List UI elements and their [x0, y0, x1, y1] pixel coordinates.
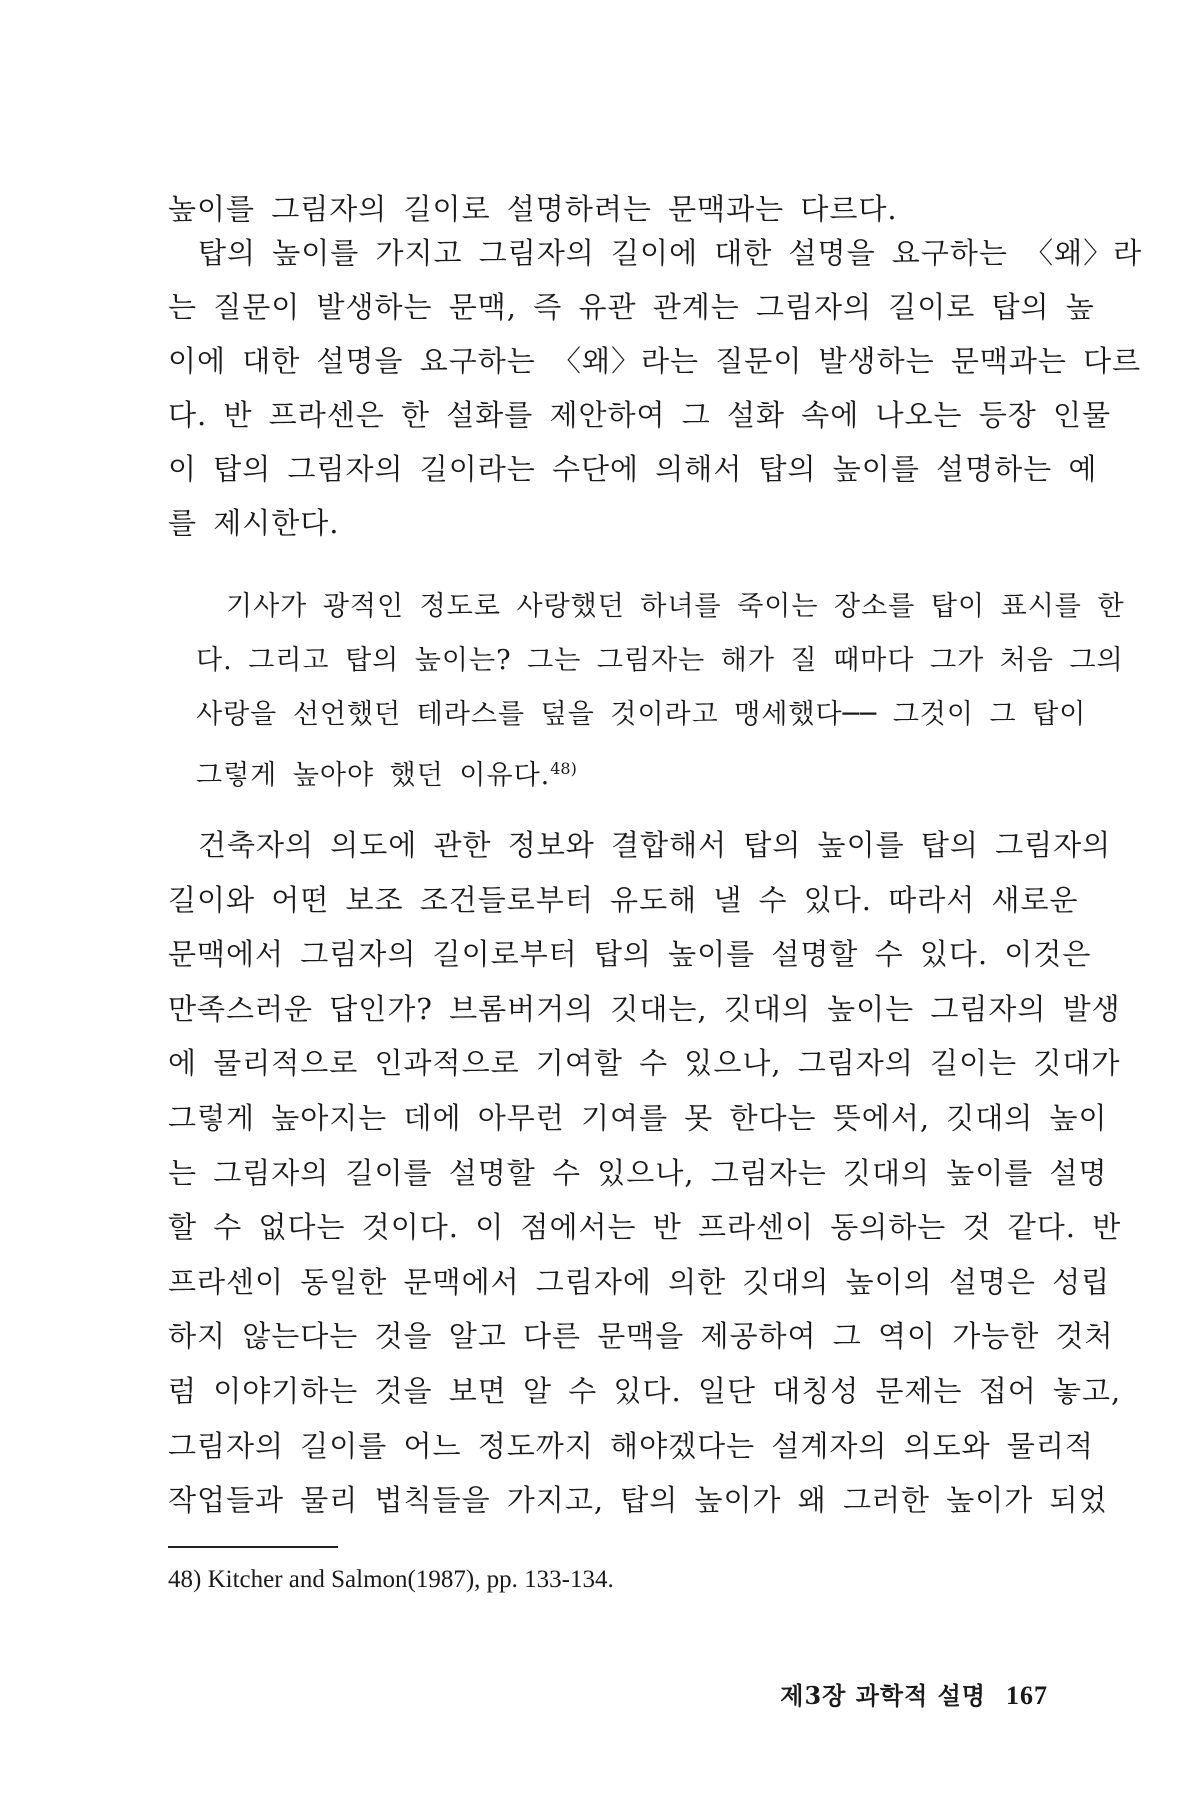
quote-line: 기사가 광적인 정도로 사랑했던 하녀를 죽이는 장소를 탑이 표시를 한 [226, 591, 1125, 622]
text-line: 이에 대한 설명을 요구하는 〈왜〉라는 질문이 발생하는 문맥과는 다르 [168, 344, 1142, 378]
quote-text: 그렇게 높아야 했던 이유다. [196, 760, 551, 791]
text-line: 프라센이 동일한 문맥에서 그림자에 의한 깃대의 높이의 설명은 성립 [168, 1264, 1111, 1299]
text-line: 길이와 어떤 보조 조건들로부터 유도해 낼 수 있다. 따라서 새로운 [168, 882, 1079, 917]
text-line: 그림자의 길이를 어느 정도까지 해야겠다는 설계자의 의도와 물리적 [168, 1428, 1094, 1463]
footnote-divider [168, 1546, 338, 1548]
text-line: 그렇게 높아지는 데에 아무런 기여를 못 한다는 뜻에서, 깃대의 높이 [168, 1100, 1108, 1135]
text-line: 만족스러운 답인가? 브롬버거의 깃대는, 깃대의 높이는 그림자의 발생 [168, 991, 1121, 1026]
text-line: 를 제시한다. [168, 506, 340, 540]
footnote-reference: 48) [550, 759, 577, 778]
text-line: 높이를 그림자의 길이로 설명하려는 문맥과는 다르다. [168, 192, 898, 226]
block-quote [196, 580, 1125, 803]
text-line: 는 그림자의 길이를 설명할 수 있으나, 그림자는 깃대의 높이를 설명 [168, 1155, 1108, 1190]
quote-line: 사랑을 선언했던 테라스를 덮을 것이라고 맹세했다── 그것이 그 탑이 [196, 699, 1087, 730]
quote-line-last [196, 742, 1048, 803]
text-line: 건축자의 의도에 관한 정보와 결합해서 탑의 높이를 탑의 그림자의 [198, 828, 1112, 862]
text-line: 탑의 높이를 가지고 그림자의 길이에 대한 설명을 요구하는 〈왜〉라 [198, 236, 1143, 270]
text-line: 문맥에서 그림자의 길이로부터 탑의 높이를 설명할 수 있다. 이것은 [168, 937, 1092, 972]
text-line: 작업들과 물리 법칙들을 가지고, 탑의 높이가 왜 그러한 높이가 되었 [168, 1483, 1108, 1518]
quote-line: 다. 그리고 탑의 높이는? 그는 그림자는 해가 질 때마다 그가 처음 그의 [196, 645, 1124, 676]
footnote: 48) Kitcher and Salmon(1987), pp. 133-134. [168, 1566, 614, 1593]
text-line: 다. 반 프라센은 한 설화를 제안하여 그 설화 속에 나오는 등장 인물 [168, 398, 1111, 432]
text-line: 할 수 없다는 것이다. 이 점에서는 반 프라센이 동의하는 것 같다. 반 [168, 1210, 1122, 1245]
text-line: 하지 않는다는 것을 알고 다른 문맥을 제공하여 그 역이 가능한 것처 [168, 1319, 1114, 1354]
chapter-title: 제3장 과학적 설명 [780, 1681, 986, 1710]
page-number: 167 [1006, 1681, 1048, 1710]
text-line: 이 탑의 그림자의 길이라는 수단에 의해서 탑의 높이를 설명하는 예 [168, 452, 1098, 486]
text-line: 는 질문이 발생하는 문맥, 즉 유관 관계는 그림자의 길이로 탑의 높 [168, 290, 1095, 324]
paragraph-architect-intent [168, 818, 1122, 1528]
text-line: 럼 이야기하는 것을 보면 알 수 있다. 일단 대칭성 문제는 접어 놓고, [168, 1373, 1122, 1408]
text-line: 에 물리적으로 인과적으로 기여할 수 있으나, 그림자의 길이는 깃대가 [168, 1046, 1121, 1081]
page-footer [780, 1676, 1048, 1711]
paragraph-van-fraassen [168, 226, 1143, 550]
